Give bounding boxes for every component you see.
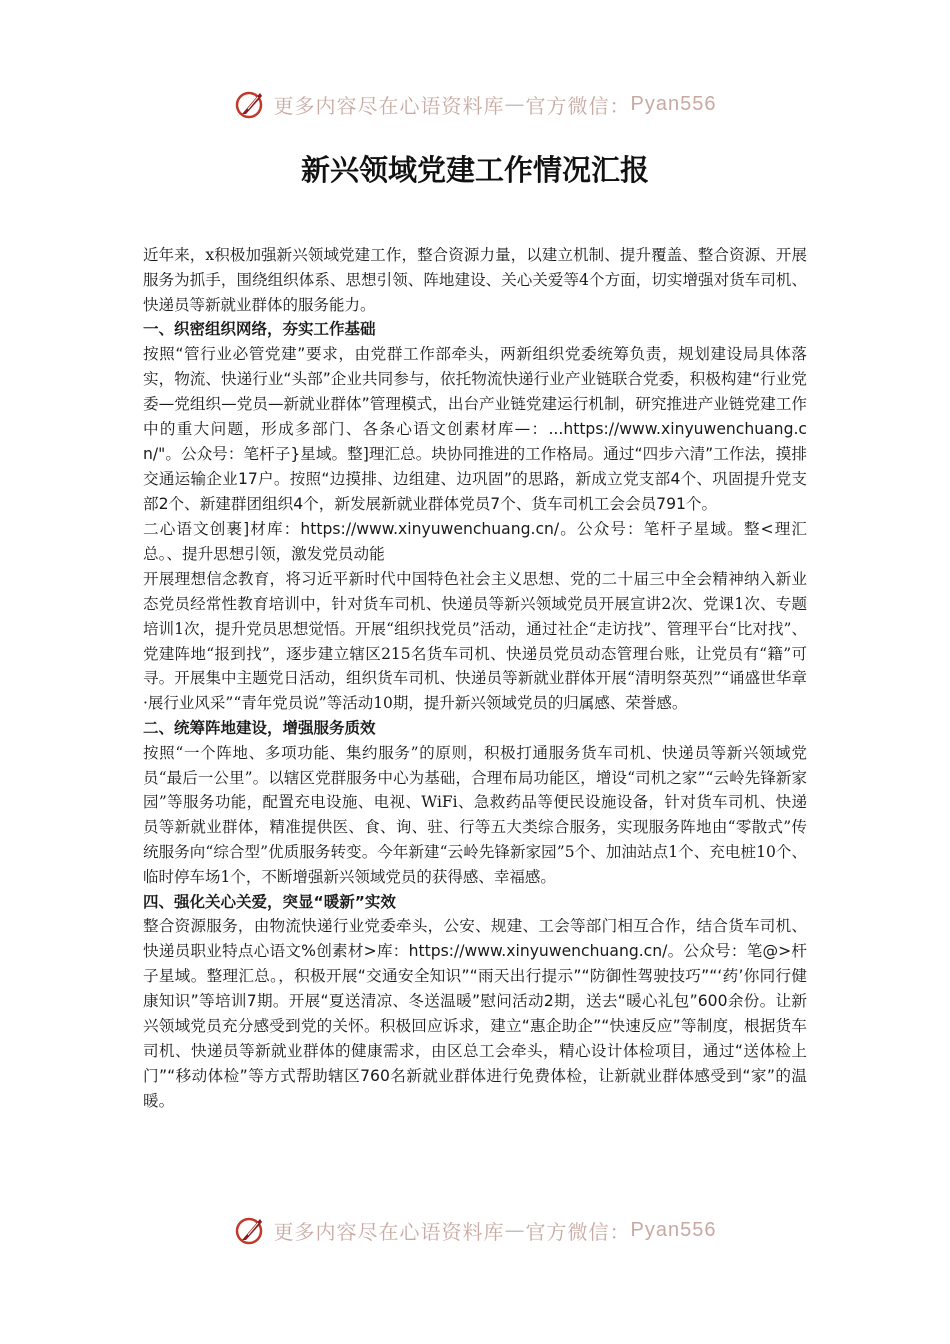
- section-2-heading: 二心语文创裹]材库：https://www.xinyuwenchuang.cn/。公众号：笔杆子星域。整<理汇总。、提升思想引领，激发党员动能: [143, 520, 807, 564]
- section-4-heading: 四、强化关心关爱，突显“暖新”实效: [143, 892, 396, 911]
- banner-separator: —: [504, 1218, 526, 1242]
- banner-wechat-label: 官方微信：: [525, 1219, 631, 1244]
- banner-wechat-id: Pyan556: [630, 1218, 717, 1241]
- banner-main-text: 更多内容尽在心语资料库: [273, 1219, 505, 1244]
- document-body: [143, 243, 807, 1114]
- section-3-body: 按照“一个阵地、多项功能、集约服务”的原则，积极打通服务货车司机、快递员等新兴领域党员“最后一公里”。以辖区党群服务中心为基础，合理布局功能区，增设“司机之家”“云岭先锋新家园”等服务功能，配置充电设施、电视、WiFi、急救药品等便民设施设备，针对货车司机、快递员等新就业群体，精准提供医、食、询、驻、行等五大类综合服务，实现服务阵地由“零散式”传统服务向“综合型”优质服务转变。今年新建“云岭先锋新家园”5个、加油站点1个、充电桩10个、临时停车场1个，不断增强新兴领域党员的获得感、幸福感。: [143, 743, 807, 886]
- banner-wechat-id: Pyan556: [630, 92, 717, 115]
- section-1-heading: 一、织密组织网络，夯实工作基础: [143, 320, 376, 339]
- footer-banner: [0, 1210, 950, 1250]
- banner-main-text: 更多内容尽在心语资料库: [273, 93, 505, 118]
- banner-separator: —: [504, 92, 526, 116]
- feather-quill-icon: [234, 87, 268, 121]
- banner-wechat-label: 官方微信：: [525, 93, 631, 118]
- header-banner: [0, 84, 950, 124]
- section-2-body: 开展理想信念教育，将习近平新时代中国特色社会主义思想、党的二十届三中全会精神纳入新业态党员经常性教育培训中，针对货车司机、快递员等新兴领域党员开展宣讲2次、党课1次、专题培训1次，提升党员思想觉悟。开展“组织找党员”活动，通过社企“走访找”、管理平台“比对找”、党建阵地“报到找”，逐步建立辖区215名货车司机、快递员党员动态管理台账，让党员有“籍”可寻。开展集中主题党日活动，组织货车司机、快递员等新就业群体开展“清明祭英烈”“诵盛世华章·展行业风采”“青年党员说”等活动10期，提升新兴领域党员的归属感、荣誉感。: [143, 570, 807, 713]
- section-1-body: 按照“管行业必管党建”要求，由党群工作部牵头，两新组织党委统筹负责，规划建设局具体落实，物流、快递行业“头部”企业共同参与，依托物流快递行业产业链联合党委，积极构建“行业党委—党组织—党员—新就业群体”管理模式，出台产业链党建运行机制，研究推进产业链党建工作中的重大问题，形成多部门、各条心语文创素材库—：...https://www.xinyuwenchuang.cn/"。公众号：笔杆子}星域。整]理汇总。块协同推进的工作格局。通过“四步六清”工作法，摸排交通运输企业17户。按照“边摸排、边组建、边巩固”的思路，新成立党支部4个、巩固提升党支部2个、新建群团组织4个，新发展新就业群体党员7个、货车司机工会会员791个。: [143, 345, 807, 514]
- section-3-heading: 二、统筹阵地建设，增强服务质效: [143, 718, 376, 737]
- feather-quill-icon: [234, 1213, 268, 1247]
- section-4-body: 整合资源服务，由物流快递行业党委牵头，公安、规建、工会等部门相互合作，结合货车司机、快递员职业特点心语文%创素材>库：https://www.xinyuwenchuang.cn/。公众号：笔@>杆子星域。整理汇总。，积极开展“交通安全知识”“雨天出行提示”“防御性驾驶技巧”“‘药’你同行健康知识”等培训7期。开展“夏送清凉、冬送温暖”慰问活动2期，送去“暖心礼包”600余份。让新兴领域党员充分感受到党的关怀。积极回应诉求，建立“惠企助企”“快速反应”等制度，根据货车司机、快递员等新就业群体的健康需求，由区总工会牵头，精心设计体检项目，通过“送体检上门”“移动体检”等方式帮助辖区760名新就业群体进行免费体检，让新就业群体感受到“家”的温暖。: [143, 917, 807, 1111]
- intro-paragraph: 近年来，x积极加强新兴领域党建工作，整合资源力量，以建立机制、提升覆盖、整合资源、开展服务为抓手，围绕组织体系、思想引领、阵地建设、关心关爱等4个方面，切实增强对货车司机、快递员等新就业群体的服务能力。: [143, 246, 807, 314]
- document-title: 新兴领域党建工作情况汇报: [300, 153, 649, 187]
